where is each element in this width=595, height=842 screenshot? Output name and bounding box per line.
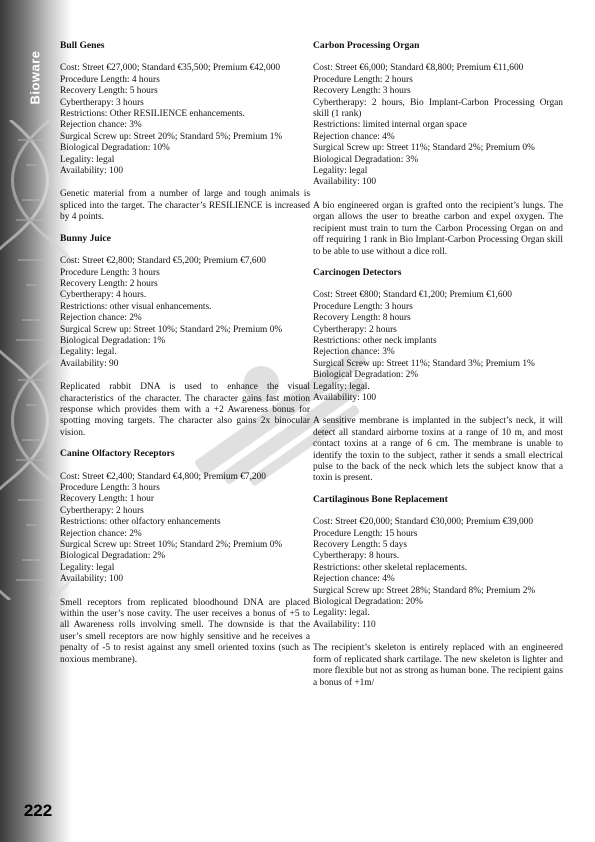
entry-carcinogen-detectors — [313, 267, 563, 485]
stat-legality: Legality: legal — [60, 562, 115, 573]
stat-recovery-length: Recovery Length: 3 hours — [313, 86, 411, 97]
stat-cybertherapy: Cybertherapy: 8 hours. — [313, 551, 400, 562]
right-column — [313, 40, 563, 698]
stat-rejection-chance: Rejection chance: 3% — [60, 120, 142, 131]
stat-rejection-chance: Rejection chance: 2% — [60, 528, 142, 539]
stat-recovery-length: Recovery Length: 1 hour — [60, 494, 154, 505]
stat-surgical-screw-up: Surgical Screw up: Street 11%; Standard 2%; Premium 0% — [313, 143, 535, 154]
left-column — [60, 40, 310, 675]
stat-cybertherapy: Cybertherapy: 3 hours — [60, 97, 144, 108]
stat-restrictions: Restrictions: other olfactory enhancements — [60, 517, 221, 528]
stat-procedure-length: Procedure Length: 3 hours — [60, 267, 160, 278]
entry-description: A sensitive membrane is implanted in the subject’s neck, it will detect all standard airborne toxins at a range of 10 m, and most contact toxins at a range of 6 cm. The membrane is unable to identify the toxin to the subject, rather it sends a small electrical pulse to the back of the neck which lets the subject know that a toxin is present. — [313, 416, 563, 484]
stat-restrictions: Restrictions: limited internal organ space — [313, 120, 467, 131]
entry-canine-olfactory-receptors — [60, 448, 310, 666]
stat-legality: Legality: legal. — [313, 381, 370, 392]
stat-surgical-screw-up: Surgical Screw up: Street 11%; Standard 3%; Premium 1% — [313, 358, 535, 369]
stat-procedure-length: Procedure Length: 3 hours — [313, 301, 413, 312]
entry-description: A bio engineered organ is grafted onto the recipient’s lungs. The organ allows the user to breathe carbon and expel oxygen. The recipient must train to turn the Carbon Processing Organ on and off requiring 1 rank in Bio Implant-Carbon Processing Organ skill to be able to use without a dice roll. — [313, 200, 563, 257]
stat-procedure-length: Procedure Length: 2 hours — [313, 74, 413, 85]
stat-cost: Cost: Street €2,800; Standard €5,200; Premium €7,600 — [60, 256, 266, 267]
stat-biological-degradation: Biological Degradation: 1% — [60, 335, 166, 346]
stat-rejection-chance: Rejection chance: 2% — [60, 313, 142, 324]
stat-procedure-length: Procedure Length: 15 hours — [313, 528, 418, 539]
entry-title: Carbon Processing Organ — [313, 40, 420, 51]
stat-availability: Availability: 100 — [313, 177, 377, 188]
stat-restrictions: Restrictions: other visual enhancements. — [60, 301, 212, 312]
stat-cost: Cost: Street €2,400; Standard €4,800; Premium €7,200 — [60, 471, 266, 482]
stat-availability: Availability: 110 — [313, 619, 376, 630]
stat-rejection-chance: Rejection chance: 3% — [313, 347, 395, 358]
entry-title: Cartilaginous Bone Replacement — [313, 493, 448, 505]
page-number — [18, 794, 58, 828]
section-label-text: Bioware — [27, 49, 43, 105]
section-label — [24, 42, 46, 112]
stat-restrictions: Restrictions: Other RESILIENCE enhancements. — [60, 109, 245, 120]
entry-description: Genetic material from a number of large and tough animals is spliced into the target. The character’s RESILIENCE is increased by 4 points. — [60, 189, 310, 223]
page-number-text: 222 — [23, 801, 53, 820]
stat-rejection-chance: Rejection chance: 4% — [313, 574, 395, 585]
stat-availability: Availability: 90 — [60, 358, 119, 369]
stat-cost: Cost: Street €27,000; Standard €35,500; Premium €42,000 — [60, 63, 281, 74]
stat-recovery-length: Recovery Length: 2 hours — [60, 278, 158, 289]
stat-recovery-length: Recovery Length: 5 hours — [60, 86, 158, 97]
stat-legality: Legality: legal — [60, 154, 115, 165]
entry-title: Canine Olfactory Receptors — [60, 448, 175, 460]
stat-recovery-length: Recovery Length: 8 hours — [313, 313, 411, 324]
entry-description: Replicated rabbit DNA is used to enhance the visual characteristics of the character. The character gains fast motion response which provides them with a +2 Awareness bonus for spotting moving targets. The character also gains 2x binocular vision. — [60, 382, 310, 438]
stat-surgical-screw-up: Surgical Screw up: Street 28%; Standard 8%; Premium 2% — [313, 585, 536, 596]
entry-description: The recipient’s skeleton is entirely replaced with an engineered form of replicated shark cartilage. The new skeleton is lighter and more flexible but not as strong as human bone. The recipient gains a bonus of +1m/ — [313, 643, 563, 688]
stat-cybertherapy: Cybertherapy: 2 hours, Bio Implant-Carbon Processing Organ skill (1 rank) — [313, 97, 563, 120]
entry-cartilaginous-bone-replacement — [313, 494, 563, 689]
stat-availability: Availability: 100 — [60, 166, 124, 177]
stat-biological-degradation: Biological Degradation: 2% — [60, 551, 166, 562]
stat-surgical-screw-up: Surgical Screw up: Street 10%; Standard 2%; Premium 0% — [60, 540, 283, 551]
stat-legality: Legality: legal. — [313, 608, 370, 619]
stat-cost: Cost: Street €6,000; Standard €8,800; Premium €11,600 — [313, 63, 524, 74]
stat-surgical-screw-up: Surgical Screw up: Street 10%; Standard 2%; Premium 0% — [60, 324, 283, 335]
entry-carbon-processing-organ — [313, 40, 563, 258]
stat-biological-degradation: Biological Degradation: 20% — [313, 597, 423, 608]
stat-legality: Legality: legal — [313, 166, 368, 177]
stat-cybertherapy: Cybertherapy: 4 hours. — [60, 290, 147, 301]
stat-procedure-length: Procedure Length: 3 hours — [60, 483, 160, 493]
entry-title: Bunny Juice — [60, 232, 111, 244]
entry-description: Smell receptors from replicated bloodhound DNA are placed within the user’s nose cavity. The user receives a bonus of +5 to all Awareness rolls involving smell. The downside is that the user’s smell receptors are now highly sensitive and he receives a penalty of -5 to resist against any smell oriented toxins (such as noxious membrane). — [60, 597, 310, 665]
stat-biological-degradation: Biological Degradation: 2% — [313, 370, 419, 381]
stat-procedure-length: Procedure Length: 4 hours — [60, 74, 160, 85]
stat-recovery-length: Recovery Length: 5 days — [313, 540, 407, 551]
stat-availability: Availability: 100 — [313, 392, 377, 403]
stat-cybertherapy: Cybertherapy: 2 hours — [313, 324, 397, 335]
stat-surgical-screw-up: Surgical Screw up: Street 20%; Standard 5%; Premium 1% — [60, 131, 283, 142]
entry-title: Carcinogen Detectors — [313, 266, 402, 278]
stat-cost: Cost: Street €20,000; Standard €30,000; Premium €39,000 — [313, 517, 534, 528]
stat-biological-degradation: Biological Degradation: 3% — [313, 154, 419, 165]
entry-bull-genes — [60, 40, 310, 224]
stat-cybertherapy: Cybertherapy: 2 hours — [60, 505, 144, 516]
stat-cost: Cost: Street €800; Standard €1,200; Premium €1,600 — [313, 290, 512, 301]
entry-bunny-juice — [60, 233, 310, 440]
stat-legality: Legality: legal. — [60, 347, 117, 358]
stat-restrictions: Restrictions: other neck implants — [313, 335, 437, 346]
stat-biological-degradation: Biological Degradation: 10% — [60, 143, 170, 154]
stat-availability: Availability: 100 — [60, 574, 124, 585]
entry-title: Bull Genes — [60, 40, 105, 51]
stat-rejection-chance: Rejection chance: 4% — [313, 131, 395, 142]
stat-restrictions: Restrictions: other skeletal replacements. — [313, 562, 468, 573]
